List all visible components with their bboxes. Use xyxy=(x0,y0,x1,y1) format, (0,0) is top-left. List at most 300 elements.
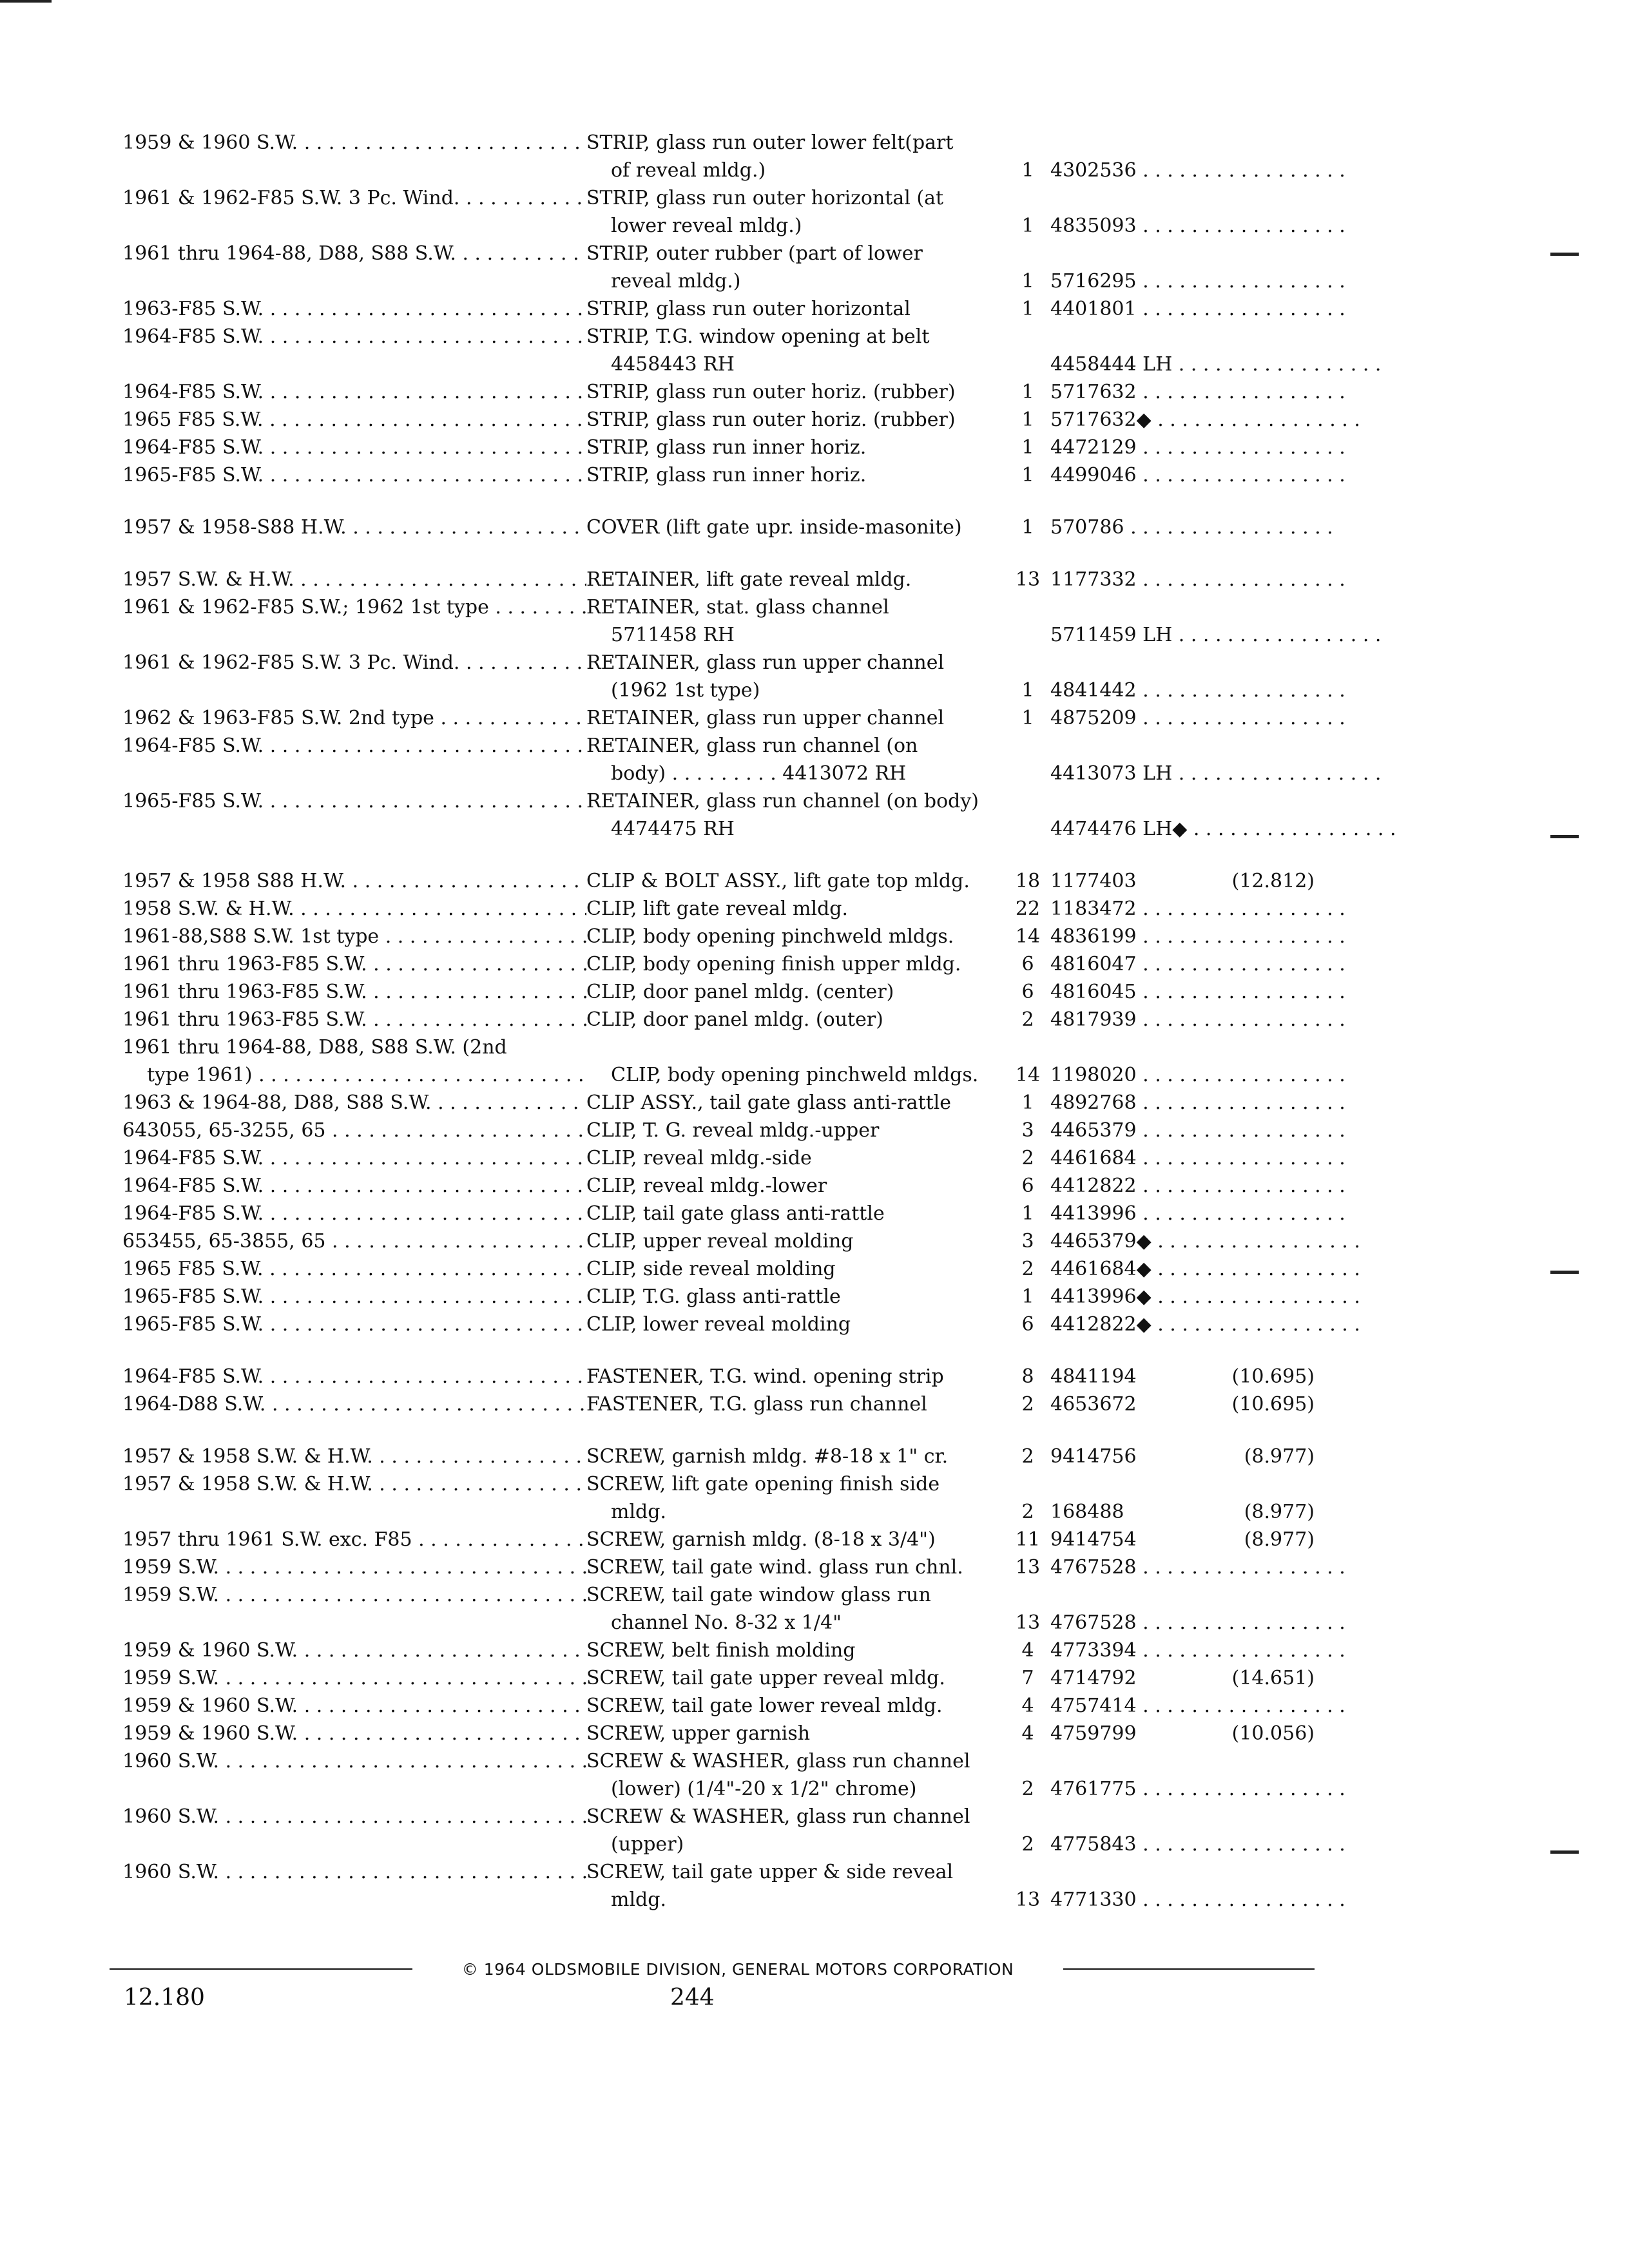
part-number-cell: 9414756 xyxy=(1050,1445,1137,1468)
description-text: STRIP, T.G. window opening at belt xyxy=(586,325,930,348)
description-text: CLIP, door panel mldg. (outer) xyxy=(586,1008,883,1031)
quantity-cell: 8 xyxy=(1021,1365,1034,1388)
description-cell xyxy=(586,950,1005,978)
description-text: STRIP, glass run inner horiz. xyxy=(586,436,867,459)
application-cell xyxy=(122,1033,586,1089)
part-number-cell: 5717632 . . . xyxy=(1050,378,1218,406)
description-cell xyxy=(586,184,1005,240)
description-text: 4458443 RH xyxy=(611,353,735,376)
description-cell xyxy=(586,406,1005,434)
part-number-cell: 570786 . . . xyxy=(1050,514,1218,541)
application-text: 1957 & 1958 S88 H.W. . . . xyxy=(122,867,586,895)
application-cell xyxy=(122,1283,586,1311)
application-cell xyxy=(122,129,586,184)
application-text: 1961 thru 1963-F85 S.W. . . . xyxy=(122,1006,586,1033)
page-number: 244 xyxy=(670,1984,715,2011)
part-number-cell: 4653672 xyxy=(1050,1393,1137,1416)
application-cell xyxy=(122,1692,586,1720)
description-text: SCREW & WASHER, glass run channel xyxy=(586,1750,970,1773)
description-text: SCREW, tail gate upper & side reveal xyxy=(586,1861,954,1883)
description-text: CLIP, body opening pinchweld mldgs. xyxy=(611,1064,979,1086)
part-number-cell: 4816045 . . . xyxy=(1050,978,1218,1006)
catalog-row xyxy=(122,514,1321,541)
description-text: CLIP, upper reveal molding xyxy=(586,1230,854,1253)
quantity-cell: 1 xyxy=(1021,381,1034,403)
description-text: channel No. 8-32 x 1/4" xyxy=(611,1611,842,1634)
description-text: CLIP, side reveal molding xyxy=(586,1258,836,1280)
quantity-cell: 1 xyxy=(1021,707,1034,729)
part-number-cell: 4458444 LH . . . xyxy=(1050,323,1218,378)
application-text: 1965-F85 S.W. . . . xyxy=(122,1283,586,1311)
application-text: 1960 S.W. . . . xyxy=(122,1803,586,1831)
description-text: (lower) (1/4"-20 x 1/2" chrome) xyxy=(611,1778,917,1800)
catalog-row xyxy=(122,649,1321,704)
description-cell xyxy=(586,732,1005,787)
description-text: SCREW, lift gate opening finish side xyxy=(586,1473,940,1495)
part-number-cell: 4714792 xyxy=(1050,1667,1137,1689)
description-text xyxy=(586,1033,1005,1061)
catalog-row xyxy=(122,1089,1321,1117)
description-cell xyxy=(586,323,1005,378)
description-text: mldg. xyxy=(611,1888,666,1911)
quantity-cell: 6 xyxy=(1021,1313,1034,1336)
quantity-cell: 3 xyxy=(1021,1119,1034,1142)
description-text: CLIP ASSY., tail gate glass anti-rattle xyxy=(586,1091,952,1114)
catalog-row xyxy=(122,323,1321,378)
quantity-cell: 2 xyxy=(1021,1147,1034,1169)
part-number-cell: 4767528 . . . xyxy=(1050,1581,1218,1637)
margin-mark xyxy=(1550,1850,1579,1854)
catalog-row xyxy=(122,1720,1321,1747)
application-text: 1964-F85 S.W. . . . xyxy=(122,1363,586,1390)
part-number-cell: 5716295 . . . xyxy=(1050,240,1218,295)
application-cell xyxy=(122,593,586,649)
catalog-row xyxy=(122,240,1321,295)
description-cell xyxy=(586,787,1005,843)
application-cell xyxy=(122,1200,586,1227)
description-text: RETAINER, glass run channel (on body) xyxy=(586,790,979,812)
description-text: SCREW, belt finish molding xyxy=(586,1639,856,1662)
application-text: 1965 F85 S.W. . . . xyxy=(122,1255,586,1283)
group-number-cell xyxy=(1218,240,1315,295)
application-text: 1963-F85 S.W. . . . xyxy=(122,295,586,323)
catalog-row xyxy=(122,1283,1321,1311)
description-text: reveal mldg.) xyxy=(611,270,741,293)
description-cell xyxy=(586,923,1005,950)
quantity-cell: 1 xyxy=(1021,679,1034,702)
part-number-cell: 4757414 . . . xyxy=(1050,1692,1218,1720)
catalog-row xyxy=(122,1858,1321,1914)
quantity-cell: 1 xyxy=(1021,159,1034,182)
group-number-cell: (8.977) xyxy=(1244,1501,1315,1523)
description-text: SCREW, garnish mldg. #8-18 x 1" cr. xyxy=(586,1445,949,1468)
group-separator xyxy=(122,541,1321,566)
catalog-row xyxy=(122,593,1321,649)
description-text: STRIP, glass run inner horiz. xyxy=(586,464,867,486)
application-cell xyxy=(122,1006,586,1033)
description-cell xyxy=(586,434,1005,461)
catalog-row xyxy=(122,406,1321,434)
description-text: CLIP, reveal mldg.-lower xyxy=(586,1175,827,1197)
part-number-cell: 4413996◆ . . . xyxy=(1050,1283,1218,1311)
part-number-cell: 4413996 . . . xyxy=(1050,1200,1218,1227)
description-text: CLIP, lift gate reveal mldg. xyxy=(586,898,849,920)
description-cell xyxy=(586,978,1005,1006)
application-text: 1964-D88 S.W. . . . xyxy=(122,1390,586,1418)
quantity-cell xyxy=(1005,732,1050,787)
catalog-row xyxy=(122,732,1321,787)
application-cell xyxy=(122,1089,586,1117)
description-cell xyxy=(586,1720,1005,1747)
application-text: 1961 thru 1964-88, D88, S88 S.W. (2nd xyxy=(122,1036,507,1059)
group-number-cell xyxy=(1218,1255,1315,1283)
quantity-cell: 11 xyxy=(1015,1528,1041,1551)
quantity-cell: 1 xyxy=(1021,516,1034,539)
application-text: 1965 F85 S.W. . . . xyxy=(122,406,586,434)
application-cell xyxy=(122,240,586,295)
group-number-cell: (10.056) xyxy=(1231,1722,1315,1745)
catalog-row xyxy=(122,1311,1321,1338)
application-cell xyxy=(122,649,586,704)
description-text: CLIP, lower reveal molding xyxy=(586,1313,851,1336)
group-separator xyxy=(122,1338,1321,1363)
description-cell xyxy=(586,1363,1005,1390)
catalog-row xyxy=(122,1526,1321,1553)
description-cell xyxy=(586,1200,1005,1227)
quantity-cell: 2 xyxy=(1021,1445,1034,1468)
application-text: 1959 S.W. . . . xyxy=(122,1664,586,1692)
description-text: RETAINER, lift gate reveal mldg. xyxy=(586,568,912,591)
group-number-cell xyxy=(1218,593,1315,649)
group-number-cell xyxy=(1218,378,1315,406)
description-text: CLIP, door panel mldg. (center) xyxy=(586,981,894,1003)
catalog-row xyxy=(122,978,1321,1006)
margin-mark xyxy=(1550,1271,1579,1274)
quantity-cell: 2 xyxy=(1021,1008,1034,1031)
application-text: 1964-F85 S.W. . . . xyxy=(122,1172,586,1200)
application-cell xyxy=(122,1637,586,1664)
part-number-cell: 4474476 LH◆ . . . xyxy=(1050,787,1218,843)
group-number-cell xyxy=(1218,406,1315,434)
part-number-cell: 5711459 LH . . . xyxy=(1050,593,1218,649)
description-cell xyxy=(586,895,1005,923)
application-cell xyxy=(122,1390,586,1418)
description-cell xyxy=(586,1089,1005,1117)
quantity-cell: 2 xyxy=(1021,1833,1034,1856)
catalog-row xyxy=(122,1581,1321,1637)
group-number-cell xyxy=(1218,732,1315,787)
catalog-row xyxy=(122,895,1321,923)
group-separator xyxy=(122,843,1321,867)
description-cell xyxy=(586,1664,1005,1692)
quantity-cell: 6 xyxy=(1021,1175,1034,1197)
catalog-row xyxy=(122,184,1321,240)
group-separator xyxy=(122,1418,1321,1443)
group-number-cell xyxy=(1218,434,1315,461)
application-cell xyxy=(122,1311,586,1338)
part-number-cell: 4499046 . . . xyxy=(1050,461,1218,489)
group-number-cell: (8.977) xyxy=(1244,1445,1315,1468)
application-text: 1961 thru 1963-F85 S.W. . . . xyxy=(122,978,586,1006)
description-cell xyxy=(586,1311,1005,1338)
group-number-cell xyxy=(1218,295,1315,323)
group-number-cell xyxy=(1218,1858,1315,1914)
quantity-cell: 2 xyxy=(1021,1778,1034,1800)
catalog-row xyxy=(122,923,1321,950)
description-text: COVER (lift gate upr. inside-masonite) xyxy=(586,516,962,539)
catalog-row xyxy=(122,1747,1321,1803)
application-text: 1961 thru 1963-F85 S.W. . . . xyxy=(122,950,586,978)
application-cell xyxy=(122,1858,586,1914)
application-cell xyxy=(122,1747,586,1803)
description-cell xyxy=(586,1858,1005,1914)
quantity-cell: 1 xyxy=(1021,464,1034,486)
description-cell xyxy=(586,1006,1005,1033)
catalog-row xyxy=(122,1033,1321,1089)
description-cell xyxy=(586,1581,1005,1637)
catalog-row xyxy=(122,1470,1321,1526)
catalog-row xyxy=(122,950,1321,978)
group-number-cell xyxy=(1218,923,1315,950)
description-text: CLIP, reveal mldg.-side xyxy=(586,1147,812,1169)
application-text: 1961-88,S88 S.W. 1st type . . . xyxy=(122,923,586,950)
part-number-cell: 4759799 xyxy=(1050,1722,1137,1745)
description-cell xyxy=(586,1144,1005,1172)
quantity-cell: 1 xyxy=(1021,215,1034,237)
quantity-cell: 14 xyxy=(1015,925,1041,948)
application-text: 1959 S.W. . . . xyxy=(122,1553,586,1581)
application-cell xyxy=(122,378,586,406)
quantity-cell: 1 xyxy=(1021,436,1034,459)
description-text: SCREW, garnish mldg. (8-18 x 3/4") xyxy=(586,1528,936,1551)
application-cell xyxy=(122,787,586,843)
application-cell xyxy=(122,1664,586,1692)
description-text: SCREW, tail gate window glass run xyxy=(586,1584,931,1606)
application-text: 1959 S.W. . . . xyxy=(122,1581,586,1609)
quantity-cell: 1 xyxy=(1021,1285,1034,1308)
footer-rule-left xyxy=(110,1968,412,1970)
description-cell xyxy=(586,1526,1005,1553)
description-cell xyxy=(586,1747,1005,1803)
description-cell xyxy=(586,1117,1005,1144)
description-cell xyxy=(586,1637,1005,1664)
description-text: STRIP, glass run outer horizontal xyxy=(586,298,911,320)
part-number-cell: 4461684 . . . xyxy=(1050,1144,1218,1172)
description-text: RETAINER, glass run channel (on xyxy=(586,735,918,757)
description-text: body) . . . . . . . . . 4413072 RH xyxy=(611,762,907,785)
application-cell xyxy=(122,1443,586,1470)
description-text: mldg. xyxy=(611,1501,666,1523)
description-text: RETAINER, glass run upper channel xyxy=(586,707,945,729)
quantity-cell: 4 xyxy=(1021,1695,1034,1717)
copyright-text: © 1964 OLDSMOBILE DIVISION, GENERAL MOTORS CORPORATION xyxy=(461,1960,1014,1979)
catalog-row xyxy=(122,566,1321,593)
application-cell xyxy=(122,461,586,489)
quantity-cell: 13 xyxy=(1015,1556,1041,1579)
part-number-cell: 9414754 xyxy=(1050,1528,1137,1551)
group-number-cell xyxy=(1218,950,1315,978)
description-cell xyxy=(586,1033,1005,1089)
quantity-cell xyxy=(1005,593,1050,649)
group-number-cell xyxy=(1218,1227,1315,1255)
quantity-cell: 1 xyxy=(1021,1091,1034,1114)
description-cell xyxy=(586,295,1005,323)
part-number-cell: 168488 xyxy=(1050,1501,1124,1523)
application-cell xyxy=(122,434,586,461)
description-text: CLIP, body opening finish upper mldg. xyxy=(586,953,961,975)
description-text: lower reveal mldg.) xyxy=(611,215,802,237)
part-number-cell: 4773394 . . . xyxy=(1050,1637,1218,1664)
application-cell xyxy=(122,1803,586,1858)
application-cell xyxy=(122,1581,586,1637)
group-number-cell xyxy=(1218,1033,1315,1089)
description-text: SCREW, tail gate wind. glass run chnl. xyxy=(586,1556,963,1579)
description-text: STRIP, glass run outer horiz. (rubber) xyxy=(586,381,956,403)
application-text: 1959 & 1960 S.W. . . . xyxy=(122,1720,586,1747)
group-number-cell xyxy=(1218,1311,1315,1338)
application-cell xyxy=(122,406,586,434)
part-number-cell: 4412822 . . . xyxy=(1050,1172,1218,1200)
application-text: 1961 & 1962-F85 S.W. 3 Pc. Wind. . . . xyxy=(122,649,586,677)
catalog-row xyxy=(122,1144,1321,1172)
quantity-cell: 7 xyxy=(1021,1667,1034,1689)
application-cell xyxy=(122,1172,586,1200)
description-text: CLIP, T.G. glass anti-rattle xyxy=(586,1285,841,1308)
description-cell xyxy=(586,593,1005,649)
description-cell xyxy=(586,240,1005,295)
description-text: RETAINER, glass run upper channel xyxy=(586,651,945,674)
part-number-cell: 4767528 . . . xyxy=(1050,1553,1218,1581)
application-text: 643055, 65-3255, 65 . . . xyxy=(122,1117,586,1144)
part-number-cell: 4412822◆ . . . xyxy=(1050,1311,1218,1338)
group-number-cell xyxy=(1218,323,1315,378)
description-text: FASTENER, T.G. glass run channel xyxy=(586,1393,927,1416)
application-cell xyxy=(122,1363,586,1390)
application-cell xyxy=(122,950,586,978)
catalog-row xyxy=(122,129,1321,184)
group-number-cell xyxy=(1218,1144,1315,1172)
description-text: STRIP, glass run outer lower felt(part xyxy=(586,131,954,154)
part-number-cell: 1177403 xyxy=(1050,870,1137,892)
group-number-cell: (14.651) xyxy=(1231,1667,1315,1689)
application-text: 653455, 65-3855, 65 . . . xyxy=(122,1227,586,1255)
group-number-cell: (10.695) xyxy=(1231,1393,1315,1416)
application-cell xyxy=(122,1255,586,1283)
application-cell xyxy=(122,566,586,593)
part-number-cell: 4771330 . . . xyxy=(1050,1858,1218,1914)
catalog-row xyxy=(122,1692,1321,1720)
application-cell xyxy=(122,732,586,787)
application-text: 1961 & 1962-F85 S.W. 3 Pc. Wind. . . . xyxy=(122,184,586,212)
description-cell xyxy=(586,566,1005,593)
application-text: 1964-F85 S.W. . . . xyxy=(122,434,586,461)
part-number-cell: 4892768 . . . xyxy=(1050,1089,1218,1117)
group-number-cell xyxy=(1218,1117,1315,1144)
group-number-cell xyxy=(1218,1200,1315,1227)
application-text: 1959 & 1960 S.W. . . . xyxy=(122,1692,586,1720)
catalog-row xyxy=(122,1637,1321,1664)
description-cell xyxy=(586,129,1005,184)
application-text: 1964-F85 S.W. . . . xyxy=(122,732,586,760)
application-text: 1957 & 1958 S.W. & H.W. . . . xyxy=(122,1470,586,1498)
quantity-cell: 4 xyxy=(1021,1639,1034,1662)
part-number-cell: 1177332 . . . xyxy=(1050,566,1218,593)
description-text: SCREW, tail gate lower reveal mldg. xyxy=(586,1695,943,1717)
description-cell xyxy=(586,1227,1005,1255)
description-text: CLIP, body opening pinchweld mldgs. xyxy=(586,925,954,948)
description-cell xyxy=(586,704,1005,732)
group-number-cell xyxy=(1218,1172,1315,1200)
application-cell xyxy=(122,1470,586,1526)
part-number-cell: 4841194 xyxy=(1050,1365,1137,1388)
group-number-cell xyxy=(1218,895,1315,923)
group-number-cell xyxy=(1218,978,1315,1006)
application-cell xyxy=(122,978,586,1006)
part-number-cell: 4465379◆ . . . xyxy=(1050,1227,1218,1255)
application-cell xyxy=(122,1720,586,1747)
application-cell xyxy=(122,923,586,950)
description-text: CLIP, tail gate glass anti-rattle xyxy=(586,1202,885,1225)
catalog-row xyxy=(122,461,1321,489)
catalog-row xyxy=(122,867,1321,895)
description-cell xyxy=(586,649,1005,704)
quantity-cell: 6 xyxy=(1021,953,1034,975)
description-text: SCREW, upper garnish xyxy=(586,1722,811,1745)
description-text: STRIP, glass run outer horiz. (rubber) xyxy=(586,408,956,431)
catalog-row xyxy=(122,1553,1321,1581)
description-text: STRIP, glass run outer horizontal (at xyxy=(586,187,944,209)
application-cell xyxy=(122,1117,586,1144)
quantity-cell: 18 xyxy=(1015,870,1041,892)
catalog-row xyxy=(122,787,1321,843)
description-cell xyxy=(586,1255,1005,1283)
quantity-cell: 1 xyxy=(1021,1202,1034,1225)
description-cell xyxy=(586,1470,1005,1526)
description-text: 4474475 RH xyxy=(611,818,735,840)
application-text: 1962 & 1963-F85 S.W. 2nd type . . . xyxy=(122,704,586,732)
part-number-cell: 4875209 . . . xyxy=(1050,704,1218,732)
group-number-cell xyxy=(1218,1006,1315,1033)
part-number-cell: 4816047 . . . xyxy=(1050,950,1218,978)
group-number-cell xyxy=(1218,1692,1315,1720)
description-text: (upper) xyxy=(611,1833,684,1856)
quantity-cell: 2 xyxy=(1021,1501,1034,1523)
catalog-row xyxy=(122,1363,1321,1390)
part-number-cell: 1198020 . . . xyxy=(1050,1033,1218,1089)
quantity-cell: 1 xyxy=(1021,298,1034,320)
part-number-cell: 4835093 . . . xyxy=(1050,184,1218,240)
part-number-cell: 4775843 . . . xyxy=(1050,1803,1218,1858)
footer-rule-right xyxy=(1063,1968,1315,1970)
description-text: 5711458 RH xyxy=(611,624,735,646)
quantity-cell: 13 xyxy=(1015,1888,1041,1911)
description-text: STRIP, outer rubber (part of lower xyxy=(586,242,923,265)
quantity-cell xyxy=(1005,787,1050,843)
application-text: 1965-F85 S.W. . . . xyxy=(122,461,586,489)
quantity-cell: 3 xyxy=(1021,1230,1034,1253)
quantity-cell xyxy=(1005,323,1050,378)
part-number-cell: 4465379 . . . xyxy=(1050,1117,1218,1144)
quantity-cell: 1 xyxy=(1021,408,1034,431)
catalog-row xyxy=(122,295,1321,323)
description-cell xyxy=(586,1283,1005,1311)
group-number-cell xyxy=(1218,129,1315,184)
description-cell xyxy=(586,1692,1005,1720)
quantity-cell: 1 xyxy=(1021,270,1034,293)
application-text: 1964-F85 S.W. . . . xyxy=(122,1200,586,1227)
group-number-cell xyxy=(1218,566,1315,593)
catalog-row xyxy=(122,378,1321,406)
